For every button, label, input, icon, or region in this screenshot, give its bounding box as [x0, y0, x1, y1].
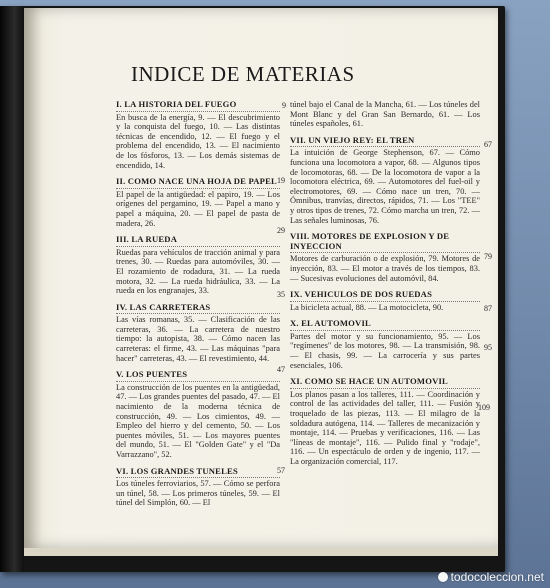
section-text: La construcción de los puentes en la antigüedad, 47. — Los grandes puentes del pasado, 47. — El nacimiento de la moderna técnica de construcción, 49. — Los cimientos, 49. — Empleo del hierro y del cemento, 50. — Los puentes móviles, 51. — Los mayores puentes del mundo, 51. — El "Golden Gate" y el "Da Varrazzano", 52. [116, 382, 280, 459]
watermark [438, 570, 544, 584]
section-heading: VII. UN VIEJO REY: EL TREN [290, 136, 480, 148]
section-heading: IV. LAS CARRETERAS [116, 303, 280, 315]
page-number: 9 [282, 101, 286, 110]
section-heading: VI. LOS GRANDES TUNELES [116, 467, 280, 479]
page-number: 47 [277, 365, 285, 374]
section-text: La intuición de George Stephenson, 67. — Cómo funciona una locomotora a vapor, 68. — Algunos tipos de locomotoras, 68. — De la locomotora de vapor a la locomotora eléctrica, 69. — Automotores del fuel-oil y electromotores, 69. — Cómo nace un tren, 70. — Ómnibus, tranvías, directos, rápidos, 71. — Los "TEE" y otros tipos de trenes, 72. Cómo marcha un tren, 72. — Las señales luminosas, 76. [290, 148, 480, 225]
section-heading: I. LA HISTORIA DEL FUEGO [116, 100, 280, 112]
section-heading: X. EL AUTOMOVIL [290, 319, 480, 331]
watermark-text: todocoleccion.net [450, 570, 544, 584]
toc-section-5 [116, 370, 280, 459]
page-title: INDICE DE MATERIAS [131, 62, 355, 86]
section-text: Ruedas para vehículos de tracción animal y para trenes, 30. — Ruedas para automóviles, 30. — El rozamiento de rodadura, 31. — La rueda motora, 32. — La rueda hidráulica, 33. — La rueda en los engranajes, 33. [116, 247, 280, 296]
toc-section-8 [290, 232, 480, 283]
section-heading: II. COMO NACE UNA HOJA DE PAPEL [116, 177, 280, 189]
section-text: Los túneles ferroviarios, 57. — Cómo se perfora un túnel, 58. — Los primeros túneles, 59. — El túnel del Simplón, 60. — El [116, 479, 280, 508]
page-number: 87 [484, 304, 492, 313]
page-number: 79 [484, 252, 492, 261]
section-text: Motores de carburación o de explosión, 79. Motores de inyección, 83. — El motor a través de los tiempos, 83. — Sucesivas evoluciones del automóvil, 84. [290, 254, 480, 283]
toc-section-9 [290, 290, 480, 312]
toc-left-column [116, 100, 280, 515]
section-text: La bicicleta actual, 88. — La motocicleta, 90. [290, 302, 444, 312]
section-heading: V. LOS PUENTES [116, 370, 280, 382]
section-heading: III. LA RUEDA [116, 235, 280, 247]
section-continuation: túnel bajo el Canal de la Mancha, 61. — Los túneles del Mont Blanc y del Gran San Bernardo, 61. — Los túneles españoles, 61. [290, 100, 480, 129]
section-text: Partes del motor y su funcionamiento, 95. — Los "regímenes" de los motores, 98. — La transmisión, 98. — El chasis, 99. — La carrocería y sus partes esenciales, 106. [290, 331, 480, 370]
page-edge [24, 548, 498, 556]
toc-section-1 [116, 100, 280, 170]
toc-right-column [290, 100, 480, 474]
section-text: Los planos pasan a los talleres, 111. — Coordinación y control de las actividades del taller, 111. — Fusión y troquelado de las piezas, 113. — El milagro de la soldadura autógena, 114. — Talleres de mecanización y montaje, 114. — Pruebas y verificaciones, 116. — Las "líneas de montaje", 116. — Pulido final y "rodaje", 116. — Un espectáculo de orden y de ingenio, 117. — La organización comercial, 117. [290, 389, 480, 466]
page-number: 29 [277, 226, 285, 235]
section-text: El papel de la antigüedad: el papiro, 19. — Los orígenes del pergamino, 19. — Papel a mano y papel a máquina, 20. — El papel de pasta de madera, 26. [116, 189, 280, 228]
page-number: 67 [484, 140, 492, 149]
section-text: Las vías romanas, 35. — Clasificación de las carreteras, 36. — La carretera de nuestro tiempo: la autopista, 38. — Cómo nacen las carreteras: el firme, 43. — Las máquinas "para hacer" carreteras, 43. — El revestimiento, 44. [116, 315, 280, 363]
toc-section-3 [116, 235, 280, 296]
page-number: 109 [478, 403, 490, 412]
book-spine [0, 6, 24, 572]
toc-section-11 [290, 377, 480, 466]
section-heading: IX. VEHICULOS DE DOS RUEDAS [290, 290, 480, 302]
page-number: 95 [484, 343, 492, 352]
section-heading: VIII. MOTORES DE EXPLOSION Y DE INYECCION [290, 232, 480, 253]
page-number: 19 [277, 176, 285, 185]
toc-section-4 [116, 303, 280, 364]
page-number: 35 [277, 290, 285, 299]
toc-section-7 [290, 136, 480, 225]
toc-section-2 [116, 177, 280, 228]
page-number: 57 [277, 466, 285, 475]
section-text: En busca de la energía, 9. — El descubrimiento y la conquista del fuego, 10. — Las distintas técnicas de encendido, 12. — El fuego y el problema del encendido, 13. — El nacimiento de los fósforos, 13. — Los demás sistemas de encendido, 14. [116, 112, 280, 170]
toc-section-6 [116, 467, 280, 508]
watermark-logo-icon [438, 572, 448, 582]
section-heading: XI. COMO SE HACE UN AUTOMOVIL [290, 377, 480, 389]
toc-section-10 [290, 319, 480, 370]
